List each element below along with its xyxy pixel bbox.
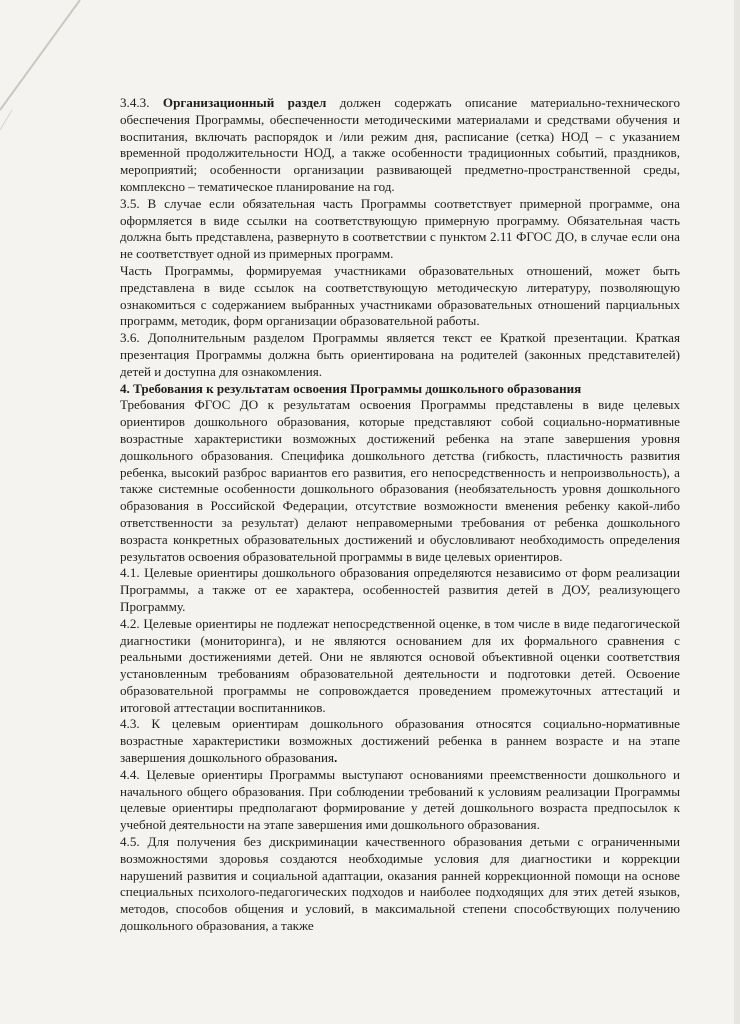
section-4-heading-text: 4. Требования к результатам освоения Программы дошкольного образования bbox=[120, 380, 582, 396]
paragraph-3-4-3-bold: Организационный раздел bbox=[162, 95, 327, 110]
paragraph-4-4: 4.4. Целевые ориентиры Программы выступают основаниями преемственности дошкольного и начального общего образования. При соблюдении требований к условиям реализации Программы целевые ориентиры предполагают формирование у детей дошкольного возраста предпосылок к учебной деятельности на этапе завершения ими дошкольного образования. bbox=[120, 766, 680, 833]
paragraph-3-4-3-number: 3.4.3. bbox=[120, 95, 163, 110]
section-4-heading bbox=[120, 381, 680, 398]
paragraph-4-3-text: 4.3. К целевым ориентирам дошкольного образования относятся социально-нормативные возрастные характеристики возможных достижений ребенка в раннем возрасте и на этапе завершения дошкольного образования bbox=[120, 716, 680, 766]
paragraph-4-5: 4.5. Для получения без дискриминации качественного образования детьми с ограниченными возможностями здоровья создаются необходимые условия для диагностики и коррекции нарушений развития и социальной адаптации, оказания ранней коррекционной помощи на основе специальных психолого-педагогических подходов и наиболее подходящих для этих детей языков, методов, способов общения и условий, в максимальной степени способствующих получению дошкольного образования, а также bbox=[120, 834, 680, 934]
paragraph-4-3 bbox=[120, 716, 680, 766]
paragraph-3-5-part: Часть Программы, формируемая участниками образовательных отношений, может быть представлена в виде ссылок на соответствующую методическую литературу, позволяющую ознакомиться с содержанием выбранных участниками образовательных отношений парциальных программ, методик, форм организации образовательной работы. bbox=[120, 262, 680, 329]
paragraph-4-intro: Требования ФГОС ДО к результатам освоения Программы представлены в виде целевых ориентиров дошкольного образования, которые представляют собой социально-нормативные возрастные характеристики возможных достижений ребенка на этапе завершения уровня дошкольного образования. Специфика дошкольного детства (гибкость, пластичность развития ребенка, высокий разброс вариантов его развития, его непосредственность и непроизвольность), а также системные особенности дошкольного образования (необязательность уровня дошкольного образования в Российской Федерации, отсутствие возможности вменения ребенку какой-либо ответственности за результат) делают неправомерными требования от ребенка дошкольного возраста конкретных образовательных достижений и обусловливают необходимость определения результатов освоения образовательной программы в виде целевых ориентиров. bbox=[120, 397, 680, 564]
paragraph-3-4-3-text: должен содержать описание материально-технического обеспечения Программы, обеспеченности методическими материалами и средствами обучения и воспитания, включать распорядок и /или режим дня, расписание (сетка) НОД – с указанием временной продолжительности НОД, а также особенности традиционных событий, праздников, мероприятий; особенности организации развивающей предметно-пространственной среды, комплексно – тематическое планирование на год. bbox=[120, 95, 681, 194]
paragraph-4-3-period: . bbox=[334, 750, 338, 766]
paragraph-3-5: 3.5. В случае если обязательная часть Программы соответствует примерной программе, она оформляется в виде ссылки на соответствующую примерную программу. Обязательная часть должна быть представлена, развернуто в соответствии с пунктом 2.11 ФГОС ДО, в случае если она не соответствует одной из примерных программ. bbox=[120, 195, 680, 262]
paragraph-3-4-3 bbox=[120, 95, 680, 196]
paragraph-4-2: 4.2. Целевые ориентиры не подлежат непосредственной оценке, в том числе в виде педагогической диагностики (мониторинга), и не являются основанием для их формального сравнения с реальными достижениями детей. Они не являются основой объективной оценки соответствия установленным требованиям образовательной деятельности и подготовки детей. Освоение образовательной программы не сопровождается проведением промежуточных аттестаций и итоговой аттестации воспитанников. bbox=[120, 615, 680, 715]
paragraph-3-6: 3.6. Дополнительным разделом Программы является текст ее Краткой презентации. Краткая презентация Программы должна быть ориентирована на родителей (законных представителей) детей и доступна для ознакомления. bbox=[120, 330, 680, 379]
paragraph-4-1: 4.1. Целевые ориентиры дошкольного образования определяются независимо от форм реализации Программы, а также от ее характера, особенностей развития детей в ДОУ, реализующего Программу. bbox=[120, 565, 680, 614]
document-body bbox=[120, 95, 680, 935]
